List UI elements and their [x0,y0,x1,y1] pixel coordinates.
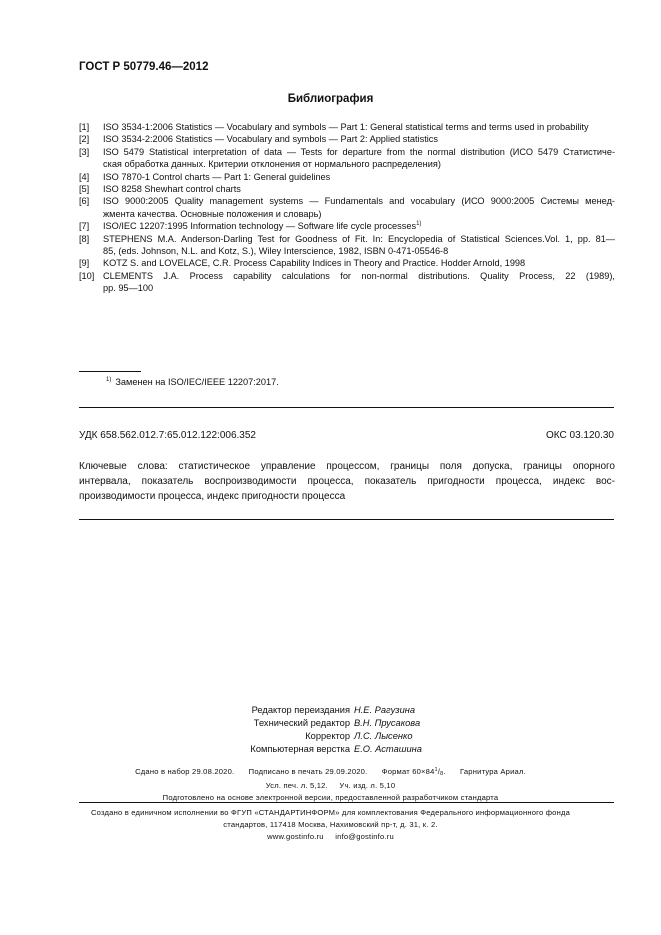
document-code: ГОСТ Р 50779.46—2012 [79,61,209,73]
bibliography-item-text [103,133,615,145]
imprint-submitted: Сдано в набор 29.08.2020. [135,767,235,776]
bibliography-line-text: ISO 9000:2005 Quality management systems — Fundamentals and vocabulary (ИСО 9000:2005 Системы менед- [103,196,615,207]
bibliography-item-text [103,171,615,183]
staff-row [0,730,661,743]
bibliography-item-number: [9] [79,258,90,269]
divider-middle [79,519,614,520]
bibliography-item [79,257,615,269]
bibliography-item-line [103,208,615,220]
bibliography-line-text: ISO 7870-1 Control charts — Part 1: General guidelines [103,171,331,182]
publisher-contacts: www.gostinfo.ru info@gostinfo.ru [267,832,394,841]
bibliography-item-text [103,233,615,258]
bibliography-item-line [103,183,615,195]
bibliography-item-text [103,195,615,220]
imprint [0,765,661,803]
bibliography-item [79,195,615,220]
staff-row [0,717,661,730]
imprint-signed: Подписано в печать 29.09.2020. [248,767,368,776]
bibliography-item-text [103,220,615,232]
bibliography-line-text: 85, (eds. Johnson, N.L. and Kotz, S.), Wiley Interscience, 1982, ISBN 0-471-05546-8 [103,246,449,257]
bibliography-item-line [103,121,615,133]
keywords [79,460,615,504]
publisher-line: Создано в единичном исполнении во ФГУП «СТАНДАРТИНФОРМ» для комплектования Федерального информационного фонда [90,808,571,817]
bibliography-item-number: [10] [79,270,95,281]
bibliography-item-text [103,257,615,269]
imprint-line [0,765,661,780]
bibliography-line-text: ISO 5479 Statistical interpretation of data — Tests for departure from the normal distribution (ИСО 5479 Статистиче- [103,146,615,157]
staff-name: Л.С. Лысенко [354,731,413,741]
bibliography-item-text [103,270,615,295]
bibliography-item-line [103,171,615,183]
staff-row [0,743,661,756]
publisher-info [0,807,661,843]
footnote-separator [79,371,141,372]
bibliography-item-line [103,220,615,232]
staff-role: Технический редактор [253,718,350,728]
staff-role: Корректор [305,731,350,741]
imprint-sheets: Усл. печ. л. 5,12. Уч. изд. л. 5,10 [265,781,396,791]
format-suffix: . [443,767,446,776]
imprint-format: Формат $60\times 84^1/8$. [381,767,446,777]
bibliography-line-text: ISO 3534-2:2006 Statistics — Vocabulary and symbols — Part 2: Applied statistics [103,134,438,145]
oks-code: ОКС 03.120.30 [546,430,614,441]
footnote-text: Заменен на ISO/IEC/IEEE 12207:2017. [115,377,279,387]
bibliography-item [79,270,615,295]
bibliography-item-text [103,146,615,171]
bibliography-item-number: [4] [79,171,90,182]
bibliography-line-text: pp. 95—100 [103,283,154,294]
bibliography-item-number: [6] [79,196,90,207]
bibliography-item-line [103,257,615,269]
bibliography-item-line [103,146,615,158]
format-prefix: Формат 60×84 [381,767,435,776]
udk-code: УДК 658.562.012.7:65.012.122:006.352 [79,430,256,441]
editorial-staff [0,704,661,756]
bibliography-item-number: [5] [79,184,90,195]
bibliography-line-text: ISO/IEC 12207:1995 Information technology — Software life cycle processes [103,221,417,232]
bibliography-item [79,220,615,232]
bibliography-item-line [103,133,615,145]
bibliography-item-number: [8] [79,233,90,244]
bibliography-item [79,133,615,145]
keywords-line: интервала, показатель воспроизводимости процесса, показатель пригодности процесса, индекс вос- [79,475,615,487]
bibliography-item-number: [2] [79,134,90,145]
bibliography-item-text [103,183,615,195]
keywords-line: Ключевые слова: статистическое управление процессом, границы поля допуска, границы опорного [79,461,615,472]
bibliography-item-line [103,282,615,294]
staff-row [0,704,661,717]
divider-top [79,407,614,408]
bibliography-title: Библиография [287,93,374,105]
bibliography-list [79,121,615,295]
keywords-line: производимости процесса, индекс пригодности процесса [79,490,346,502]
bibliography-line-text: ская обработка данных. Критерии отклонения от нормального распределения) [103,159,441,170]
format-numerator: 1 [434,767,438,773]
bibliography-item [79,233,615,258]
staff-name: Е.О. Асташина [354,744,422,754]
bibliography-item [79,146,615,171]
bibliography-item-line [103,270,615,282]
footnote [106,377,279,387]
format-denominator: 8 [440,771,444,777]
staff-role: Редактор переиздания [251,705,350,715]
bibliography-line-text: KOTZ S. and LOVELACE, C.R. Process Capability Indices in Theory and Practice. Hodder Arnold, 1998 [103,258,526,269]
bibliography-item-number: [1] [79,122,90,132]
footnote-reference: 1) [416,221,422,228]
bibliography-item-line [103,195,615,207]
bibliography-item-number: [7] [79,221,90,232]
bibliography-item-line [103,158,615,170]
bibliography-line-text: STEPHENS M.A. Anderson-Darling Test for Goodness of Fit. In: Encyclopedia of Statistical Sciences.Vol. 1, pp. 81— [103,233,615,244]
bibliography-item [79,171,615,183]
bibliography-item [79,121,615,133]
divider-bottom [79,802,614,803]
staff-name: Н.Е. Рагузина [354,705,416,715]
footnote-mark: 1) [106,377,112,383]
imprint-prepared: Подготовлено на основе электронной версии, предоставленной разработчиком стандарта [162,792,499,802]
publisher-address: стандартов, 117418 Москва, Нахимовский пр-т, д. 31, к. 2. [223,820,438,829]
bibliography-line-text: ISO 3534-1:2006 Statistics — Vocabulary and symbols — Part 1: General statistical terms and terms used in probability [103,122,589,132]
staff-role: Компьютерная верстка [250,744,350,754]
bibliography-line-text: жмента качества. Основные положения и словарь) [103,208,322,219]
bibliography-item-line [103,245,615,257]
bibliography-item-number: [3] [79,146,90,157]
imprint-typeface: Гарнитура Ариал. [460,767,526,776]
bibliography-item [79,183,615,195]
bibliography-line-text: CLEMENTS J.A. Process capability calculations for non-normal distributions. Quality Process, 22 (1989), [103,270,615,281]
bibliography-item-text [103,121,615,133]
staff-name: В.Н. Прусакова [354,718,421,728]
bibliography-item-line [103,233,615,245]
bibliography-line-text: ISO 8258 Shewhart control charts [103,184,241,195]
